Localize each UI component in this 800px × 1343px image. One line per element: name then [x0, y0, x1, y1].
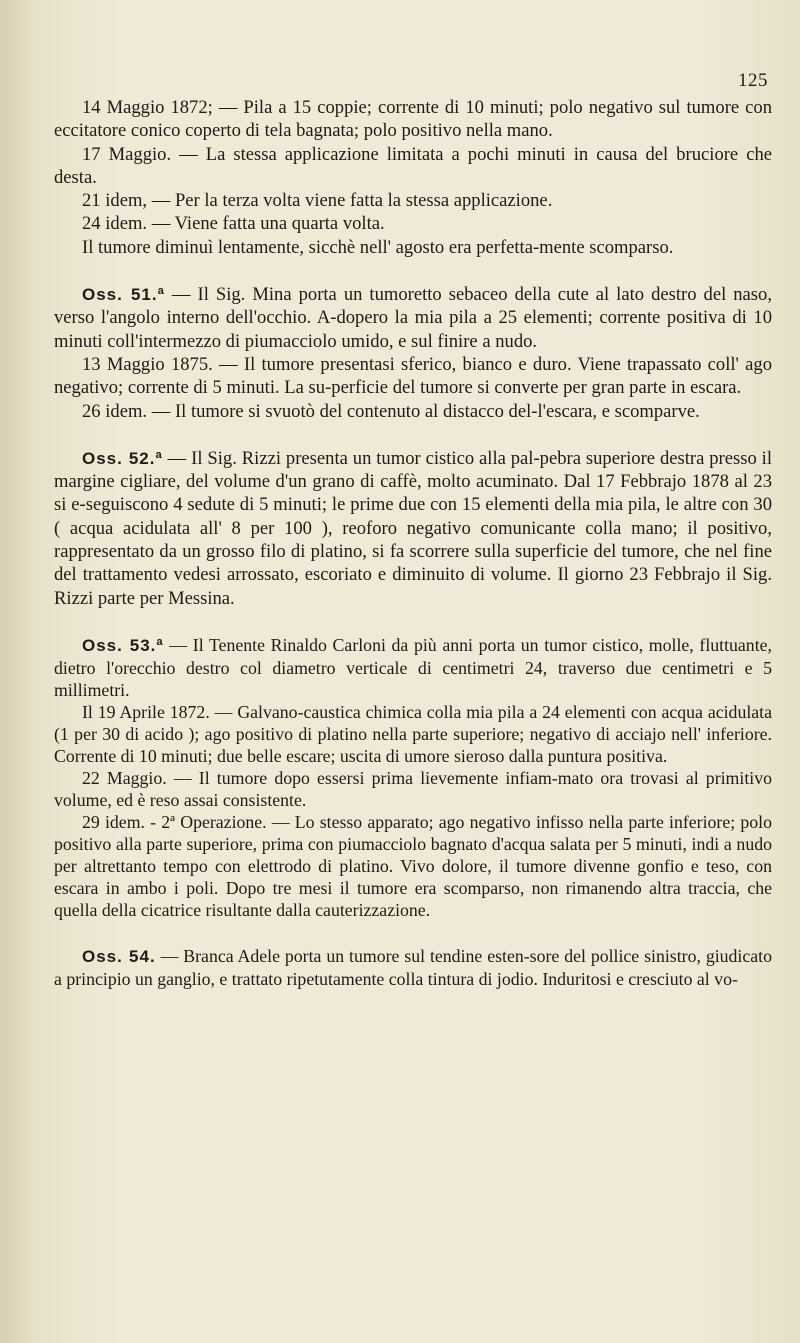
paragraph — [54, 353, 772, 400]
paragraph-text: Il tumore diminuì lentamente, sicchè nell' agosto era perfetta-mente scomparso. — [82, 236, 674, 258]
observation-label: Oss. 53.ª — [82, 635, 164, 655]
paragraph-text: 29 idem. - 2ª Operazione. — Lo stesso apparato; ago negativo infisso nella parte inferiore; polo positivo alla parte superiore, prima con piumacciolo bagnato d'acqua salata per 5 minuti, indi a nudo per altrettanto tempo con elettrodo di platino. Vivo dolore, il tumore divenne gonfio e teso, con escara in ambo i poli. Dopo tre mesi il tumore era scomparso, non rimanendo altra traccia, che quella della cicatrice risultante dalla cauterizzazione. — [54, 811, 772, 920]
page-text — [54, 96, 772, 990]
paragraph-text: 21 idem, — Per la terza volta viene fatta la stessa applicazione. — [82, 190, 553, 212]
observation-label: Oss. 54. — [82, 946, 156, 966]
paragraph-gap — [54, 921, 772, 945]
paragraph — [54, 143, 772, 190]
observation-paragraph — [54, 283, 772, 353]
paragraph-text: — Branca Adele porta un tumore sul tendine esten-sore del pollice sinistro, giudicato a principio un ganglio, e trattato ripetutamente colla tintura di jodio. Induritosi e cresciuto al vo- — [54, 945, 772, 989]
paragraph — [54, 767, 772, 811]
paragraph — [54, 701, 772, 767]
observation-label: Oss. 52.ª — [82, 448, 163, 468]
paragraph-text: 26 idem. — Il tumore si svuotò del contenuto al distacco del-l'escara, e scomparve. — [82, 400, 700, 422]
paragraph — [54, 236, 772, 259]
paragraph-text: 22 Maggio. — Il tumore dopo essersi prima lievemente infiam-mato ora trovasi al primitivo volume, ed è reso assai consistente. — [54, 767, 772, 810]
paragraph-text: 13 Maggio 1875. — Il tumore presentasi sferico, bianco e duro. Viene trapassato coll' ago negativo; corrente di 5 minuti. La su-perficie del tumore si converte per gran parte in escara. — [54, 353, 772, 399]
paragraph — [54, 96, 772, 143]
observation-paragraph — [54, 945, 772, 990]
paragraph-text: 14 Maggio 1872; — Pila a 15 coppie; corrente di 10 minuti; polo negativo sul tumore con eccitatore conico coperto di tela bagnata; polo positivo nella mano. — [54, 97, 772, 142]
observation-label: Oss. 51.ª — [82, 285, 165, 305]
observation-paragraph — [54, 447, 772, 610]
paragraph — [54, 400, 772, 423]
paragraph-text: — Il Sig. Mina porta un tumoretto sebaceo della cute al lato destro del naso, verso l'angolo interno dell'occhio. A-dopero la mia pila a 25 elementi; corrente positiva di 10 minuti coll'intermezzo di piumacciolo umido, e sul finire a nudo. — [54, 284, 772, 352]
paragraph-text: Il 19 Aprile 1872. — Galvano-caustica chimica colla mia pila a 24 elementi con acqua acidulata (1 per 30 di acido ); ago positivo di platino nella parte superiore; negativo di acciajo nell' inferiore. Corrente di 10 minuti; due belle escare; uscita di umore sieroso dalla puntura positiva. — [54, 701, 772, 766]
paragraph — [54, 811, 772, 921]
paragraph-text: — Il Tenente Rinaldo Carloni da più anni porta un tumor cistico, molle, fluttuante, dietro l'orecchio destro col diametro verticale di centimetri 24, traverso due centimetri e 5 millimetri. — [54, 634, 772, 700]
paragraph-text: 17 Maggio. — La stessa applicazione limitata a pochi minuti in causa del bruciore che desta. — [54, 143, 772, 188]
paragraph-gap — [54, 423, 772, 447]
paragraph — [54, 189, 772, 212]
paragraph — [54, 212, 772, 235]
paragraph-text: 24 idem. — Viene fatta una quarta volta. — [82, 213, 385, 235]
observation-paragraph — [54, 634, 772, 701]
paragraph-gap — [54, 259, 772, 283]
paragraph-gap — [54, 610, 772, 634]
page-number: 125 — [738, 70, 768, 91]
paragraph-text: — Il Sig. Rizzi presenta un tumor cistico alla pal-pebra superiore destra presso il margine cigliare, del volume d'un grano di caffè, molto acuminato. Dal 17 Febbrajo 1878 al 23 si e-seguiscono 4 sedute di 5 minuti; le prime due con 15 elementi della mia pila, le altre con 30 ( acqua acidulata all' 8 per 100 ), reoforo negativo comunicante colla mano; il positivo, rappresentato da un grosso filo di platino, si fa scorrere sulla superficie del tumore, che nel fine del trattamento vedesi arrossato, escoriato e diminuito di volume. Il giorno 23 Febbrajo il Sig. Rizzi parte per Messina. — [54, 447, 772, 609]
